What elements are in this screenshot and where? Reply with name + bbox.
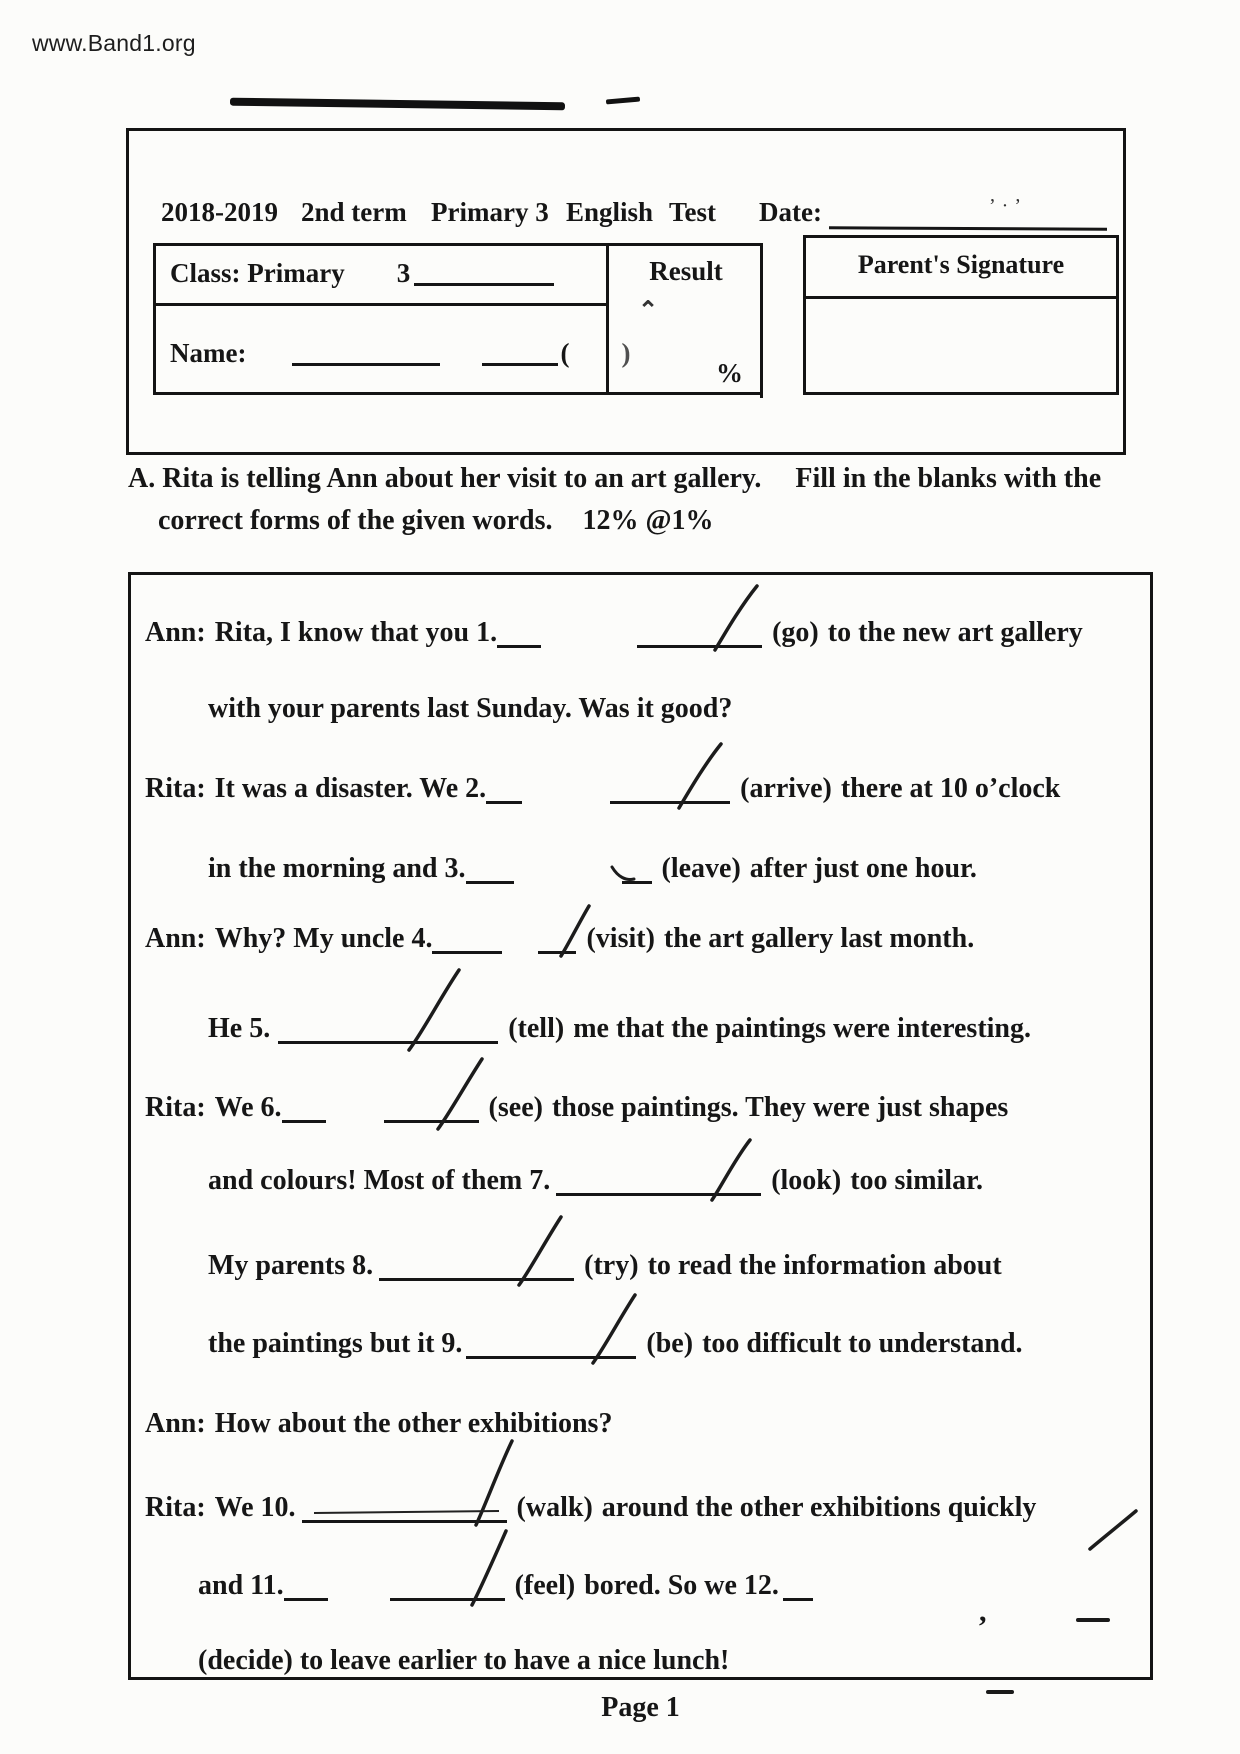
date-label: Date: xyxy=(759,197,822,227)
dialogue-line: Ann: Rita, I know that you 1. (go) to the new art gallery xyxy=(145,615,1083,651)
answer-blank-9 xyxy=(466,1329,636,1359)
answer-blank-1a xyxy=(497,618,541,648)
answer-blank-3a xyxy=(466,854,514,884)
handwritten-check-mark xyxy=(712,583,760,653)
dialogue-line: and 11. (feel) bored. So we 12. xyxy=(198,1568,813,1604)
student-info-table xyxy=(153,243,763,395)
verb-hint: (see) xyxy=(488,1092,543,1123)
page-number: Page 1 xyxy=(601,1692,680,1723)
answer-blank-8 xyxy=(379,1251,574,1281)
signature-box xyxy=(803,235,1119,395)
verb-hint: (go) xyxy=(772,617,819,648)
dialogue-box xyxy=(128,572,1153,1680)
name-label: Name: xyxy=(170,338,247,368)
dialogue-line: Ann: How about the other exhibitions? xyxy=(145,1408,613,1439)
answer-blank-12 xyxy=(783,1571,813,1601)
term-label: 2nd term xyxy=(301,197,407,227)
answer-blank-6b xyxy=(384,1093,479,1123)
answer-blank-6a xyxy=(282,1093,326,1123)
doc-type-label: Test xyxy=(669,197,717,227)
dialogue-line: the paintings but it 9. (be) too difficult to understand. xyxy=(208,1326,1023,1362)
speaker-label: Ann: xyxy=(145,923,206,954)
dialogue-line: Rita: We 10. (walk) around the other exhibitions quickly xyxy=(145,1490,1036,1526)
marks-allocation: 12% @1% xyxy=(582,505,714,536)
result-label: Result xyxy=(649,256,723,286)
name-paren-open: ( xyxy=(560,338,570,368)
answer-blank-1b xyxy=(637,618,762,648)
answer-blank-2b xyxy=(610,774,730,804)
scan-artifact-dash xyxy=(606,97,640,105)
handwritten-check-mark xyxy=(471,1438,515,1528)
answer-blank-3b xyxy=(622,854,652,884)
verb-hint: (look) xyxy=(771,1165,842,1196)
verb-hint: (arrive) xyxy=(740,773,832,804)
speaker-label: Rita: xyxy=(145,1092,206,1123)
answer-blank-5 xyxy=(278,1014,498,1044)
answer-blank-11a xyxy=(284,1571,328,1601)
name-paren-close: ) xyxy=(621,338,631,368)
watermark: www.Band1.org xyxy=(32,30,196,56)
speaker-label: Rita: xyxy=(145,773,206,804)
signature-header-divider xyxy=(803,296,1119,299)
answer-blank-4b xyxy=(538,924,576,954)
result-cell-edge xyxy=(760,326,763,398)
instruction-line-2: correct forms of the given words. 12% @1% xyxy=(158,505,714,536)
handwritten-check-mark xyxy=(516,1214,564,1288)
name-field xyxy=(170,338,630,369)
school-year: 2018-2019 xyxy=(161,197,278,227)
verb-hint: (walk) xyxy=(516,1492,593,1523)
verb-hint: (try) xyxy=(584,1250,639,1281)
verb-hint: (visit) xyxy=(586,923,655,954)
speaker-label: Rita: xyxy=(145,1492,206,1523)
class-value: 3 xyxy=(396,258,411,288)
dialogue-line: My parents 8. (try) to read the information about xyxy=(208,1248,1002,1284)
handwritten-check-mark xyxy=(469,1528,509,1608)
dialogue-line: (decide) to leave earlier to have a nice lunch! xyxy=(198,1645,730,1676)
verb-hint: (be) xyxy=(646,1328,694,1359)
dialogue-line: and colours! Most of them 7. (look) too similar. xyxy=(208,1163,983,1199)
handwritten-check-mark xyxy=(676,741,724,811)
dialogue-line: Rita: We 6. (see) those paintings. They were just shapes xyxy=(145,1090,1008,1126)
scan-mark-dash xyxy=(1076,1618,1110,1622)
handwritten-check-mark xyxy=(406,967,462,1053)
speaker-label: Ann: xyxy=(145,617,206,648)
handwritten-check-mark xyxy=(590,1292,638,1366)
speaker-label: Ann: xyxy=(145,1408,206,1439)
answer-blank-7 xyxy=(556,1166,761,1196)
signature-label: Parent's Signature xyxy=(857,250,1065,279)
dialogue-line: with your parents last Sunday. Was it good? xyxy=(208,693,733,724)
class-field xyxy=(170,258,554,289)
section-a-instruction xyxy=(128,458,1128,542)
class-blank-line xyxy=(414,283,554,286)
scan-artifact-caret: ⌃ xyxy=(638,298,659,324)
answer-blank-2a xyxy=(486,774,522,804)
handwritten-mark xyxy=(610,863,636,883)
dialogue-line: Rita: It was a disaster. We 2. (arrive) there at 10 o’clock xyxy=(145,771,1060,807)
date-blank-line xyxy=(829,226,1107,230)
verb-hint: (leave) xyxy=(661,853,741,884)
handwritten-check-mark xyxy=(435,1056,485,1132)
answer-blank-10 xyxy=(302,1493,507,1523)
name-blank-line-2 xyxy=(482,363,558,366)
scan-artifact-line xyxy=(230,98,565,111)
dialogue-line: in the morning and 3. (leave) after just one hour. xyxy=(208,853,977,884)
table-divider-horizontal xyxy=(156,303,606,306)
verb-hint: (feel) xyxy=(514,1570,576,1601)
instruction-line-1: A. Rita is telling Ann about her visit to an art gallery. Fill in the blanks with the xyxy=(128,463,1102,494)
scan-artifact-dots: ’·’ xyxy=(989,195,1027,217)
handwritten-check-mark xyxy=(1087,1508,1139,1552)
answer-blank-4a xyxy=(432,924,502,954)
name-blank-line-1 xyxy=(292,363,440,366)
class-label: Class: Primary xyxy=(170,258,345,288)
dialogue-line: Ann: Why? My uncle 4. (visit) the art gallery last month. xyxy=(145,921,974,957)
verb-hint: (tell) xyxy=(508,1013,565,1044)
scan-mark-comma: , xyxy=(979,1595,987,1628)
percent-sign: % xyxy=(716,358,743,388)
subject-label: English xyxy=(566,197,654,227)
dialogue-line: He 5. (tell) me that the paintings were interesting. xyxy=(208,1011,1031,1047)
handwritten-check-mark xyxy=(709,1137,753,1203)
answer-blank-11b xyxy=(390,1571,505,1601)
level-label: Primary 3 xyxy=(431,197,549,227)
header-box xyxy=(126,128,1126,455)
